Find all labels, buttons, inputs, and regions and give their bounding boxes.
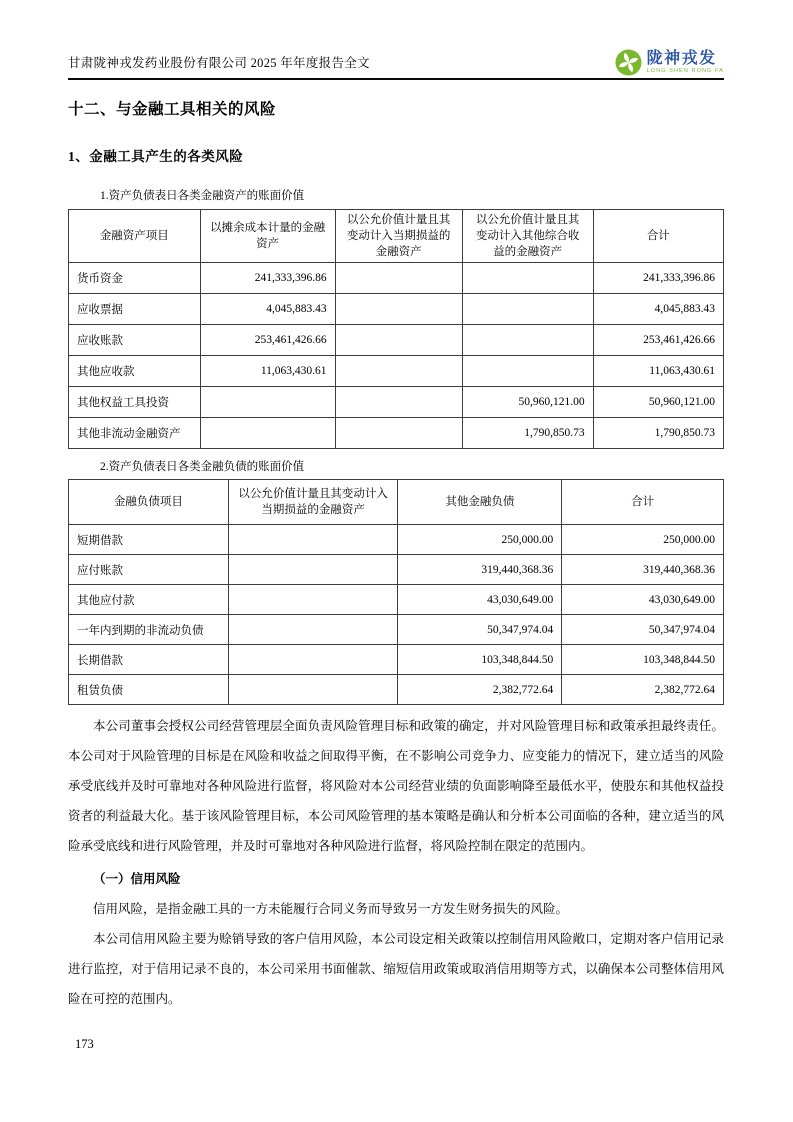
amount-cell: 319,440,368.36	[562, 555, 724, 585]
table-row	[69, 294, 724, 325]
financial-liabilities-table	[68, 479, 724, 705]
report-header-title: 甘肃陇神戎发药业股份有限公司 2025 年年度报告全文	[68, 56, 370, 70]
subsection-title: 1、金融工具产生的各类风险	[68, 149, 244, 164]
table-row	[69, 645, 724, 675]
amount-cell: 103,348,844.50	[398, 645, 562, 675]
credit-risk-detail: 本公司信用风险主要为赊销导致的客户信用风险，本公司设定相关政策以控制信用风险敞口，定期对客户信用记录进行监控，对于信用记录不良的，本公司采用书面催款、缩短信用政策或取消信用期等方式，以确保本公司整体信用风险在可控的范围内。	[68, 932, 724, 1006]
amount-cell	[228, 615, 398, 645]
amount-cell	[335, 294, 462, 325]
amount-cell	[335, 325, 462, 356]
amount-cell: 1,790,850.73	[593, 418, 723, 449]
logo-cn-text: 陇神戎发	[646, 49, 717, 67]
amount-cell: 250,000.00	[398, 525, 562, 555]
column-header: 以公允价值计量且其变动计入当期损益的金融资产	[335, 210, 462, 263]
liability-item-cell: 长期借款	[69, 645, 229, 675]
amount-cell	[335, 387, 462, 418]
liability-item-cell: 租赁负债	[69, 675, 229, 705]
amount-cell: 50,347,974.04	[398, 615, 562, 645]
amount-cell: 241,333,396.86	[200, 263, 335, 294]
column-header: 以公允价值计量且其变动计入其他综合收益的金融资产	[462, 210, 593, 263]
column-header: 以公允价值计量且其变动计入当期损益的金融资产	[228, 480, 398, 525]
amount-cell	[228, 645, 398, 675]
financial-liabilities-table-caption: 2.资产负债表日各类金融负债的账面价值	[100, 461, 305, 473]
amount-cell: 43,030,649.00	[562, 585, 724, 615]
financial-assets-table	[68, 209, 724, 449]
asset-item-cell: 货币资金	[69, 263, 201, 294]
table-row	[69, 418, 724, 449]
table-row	[69, 356, 724, 387]
asset-item-cell: 应收票据	[69, 294, 201, 325]
amount-cell	[200, 387, 335, 418]
amount-cell: 253,461,426.66	[593, 325, 723, 356]
table-row	[69, 615, 724, 645]
table-row	[69, 675, 724, 705]
financial-assets-table-header	[69, 210, 724, 263]
column-header: 金融资产项目	[69, 210, 201, 263]
amount-cell: 103,348,844.50	[562, 645, 724, 675]
amount-cell: 241,333,396.86	[593, 263, 723, 294]
asset-item-cell: 应收账款	[69, 325, 201, 356]
amount-cell	[462, 294, 593, 325]
logo-en-text: LONG SHEN RONG FA	[646, 67, 724, 74]
liability-item-cell: 短期借款	[69, 525, 229, 555]
column-header: 合计	[562, 480, 724, 525]
amount-cell: 4,045,883.43	[593, 294, 723, 325]
table-row	[69, 325, 724, 356]
table-header-row	[69, 210, 724, 263]
amount-cell: 50,347,974.04	[562, 615, 724, 645]
amount-cell	[228, 585, 398, 615]
financial-liabilities-table-header	[69, 480, 724, 525]
amount-cell: 11,063,430.61	[200, 356, 335, 387]
amount-cell: 50,960,121.00	[593, 387, 723, 418]
table-header-row	[69, 480, 724, 525]
amount-cell	[335, 356, 462, 387]
table-row	[69, 555, 724, 585]
table-row	[69, 585, 724, 615]
credit-risk-definition: 信用风险，是指金融工具的一方未能履行合同义务而导致另一方发生财务损失的风险。	[93, 902, 569, 916]
column-header: 合计	[593, 210, 723, 263]
amount-cell	[335, 418, 462, 449]
asset-item-cell: 其他权益工具投资	[69, 387, 201, 418]
amount-cell	[462, 263, 593, 294]
logo-pinwheel-icon	[615, 49, 642, 76]
column-header: 以摊余成本计量的金融资产	[200, 210, 335, 263]
credit-risk-heading: （一）信用风险	[93, 872, 181, 886]
page-number: 173	[75, 1037, 94, 1051]
amount-cell	[200, 418, 335, 449]
table-row	[69, 525, 724, 555]
amount-cell	[228, 555, 398, 585]
amount-cell	[335, 263, 462, 294]
amount-cell: 253,461,426.66	[200, 325, 335, 356]
section-title: 十二、与金融工具相关的风险	[68, 101, 277, 118]
financial-assets-table-caption: 1.资产负债表日各类金融资产的账面价值	[100, 190, 305, 202]
risk-management-paragraph: 本公司董事会授权公司经营管理层全面负责风险管理目标和政策的确定，并对风险管理目标和政策承担最终责任。本公司对于风险管理的目标是在风险和收益之间取得平衡，在不影响公司竞争力、应变能力的情况下，建立适当的风险承受底线并及时可靠地对各种风险进行监督，将风险对本公司经营业绩的负面影响降至最低水平，使股东和其他权益投资者的利益最大化。基于该风险管理目标，本公司风险管理的基本策略是确认和分析本公司面临的各种，建立适当的风险承受底线和进行风险管理，并及时可靠地对各种风险进行监督，将风险控制在限定的范围内。	[68, 719, 724, 853]
amount-cell	[462, 325, 593, 356]
table-row	[69, 263, 724, 294]
amount-cell: 319,440,368.36	[398, 555, 562, 585]
column-header: 其他金融负债	[398, 480, 562, 525]
asset-item-cell: 其他应收款	[69, 356, 201, 387]
asset-item-cell: 其他非流动金融资产	[69, 418, 201, 449]
amount-cell: 1,790,850.73	[462, 418, 593, 449]
amount-cell: 4,045,883.43	[200, 294, 335, 325]
page-header	[68, 46, 724, 80]
amount-cell	[462, 356, 593, 387]
liability-item-cell: 其他应付款	[69, 585, 229, 615]
amount-cell	[228, 525, 398, 555]
amount-cell: 50,960,121.00	[462, 387, 593, 418]
table-row	[69, 387, 724, 418]
amount-cell: 2,382,772.64	[398, 675, 562, 705]
amount-cell: 11,063,430.61	[593, 356, 723, 387]
amount-cell: 43,030,649.00	[398, 585, 562, 615]
column-header: 金融负债项目	[69, 480, 229, 525]
company-logo	[615, 49, 724, 76]
logo-text-block	[647, 51, 724, 75]
amount-cell: 2,382,772.64	[562, 675, 724, 705]
amount-cell: 250,000.00	[562, 525, 724, 555]
liability-item-cell: 应付账款	[69, 555, 229, 585]
liability-item-cell: 一年内到期的非流动负债	[69, 615, 229, 645]
amount-cell	[228, 675, 398, 705]
